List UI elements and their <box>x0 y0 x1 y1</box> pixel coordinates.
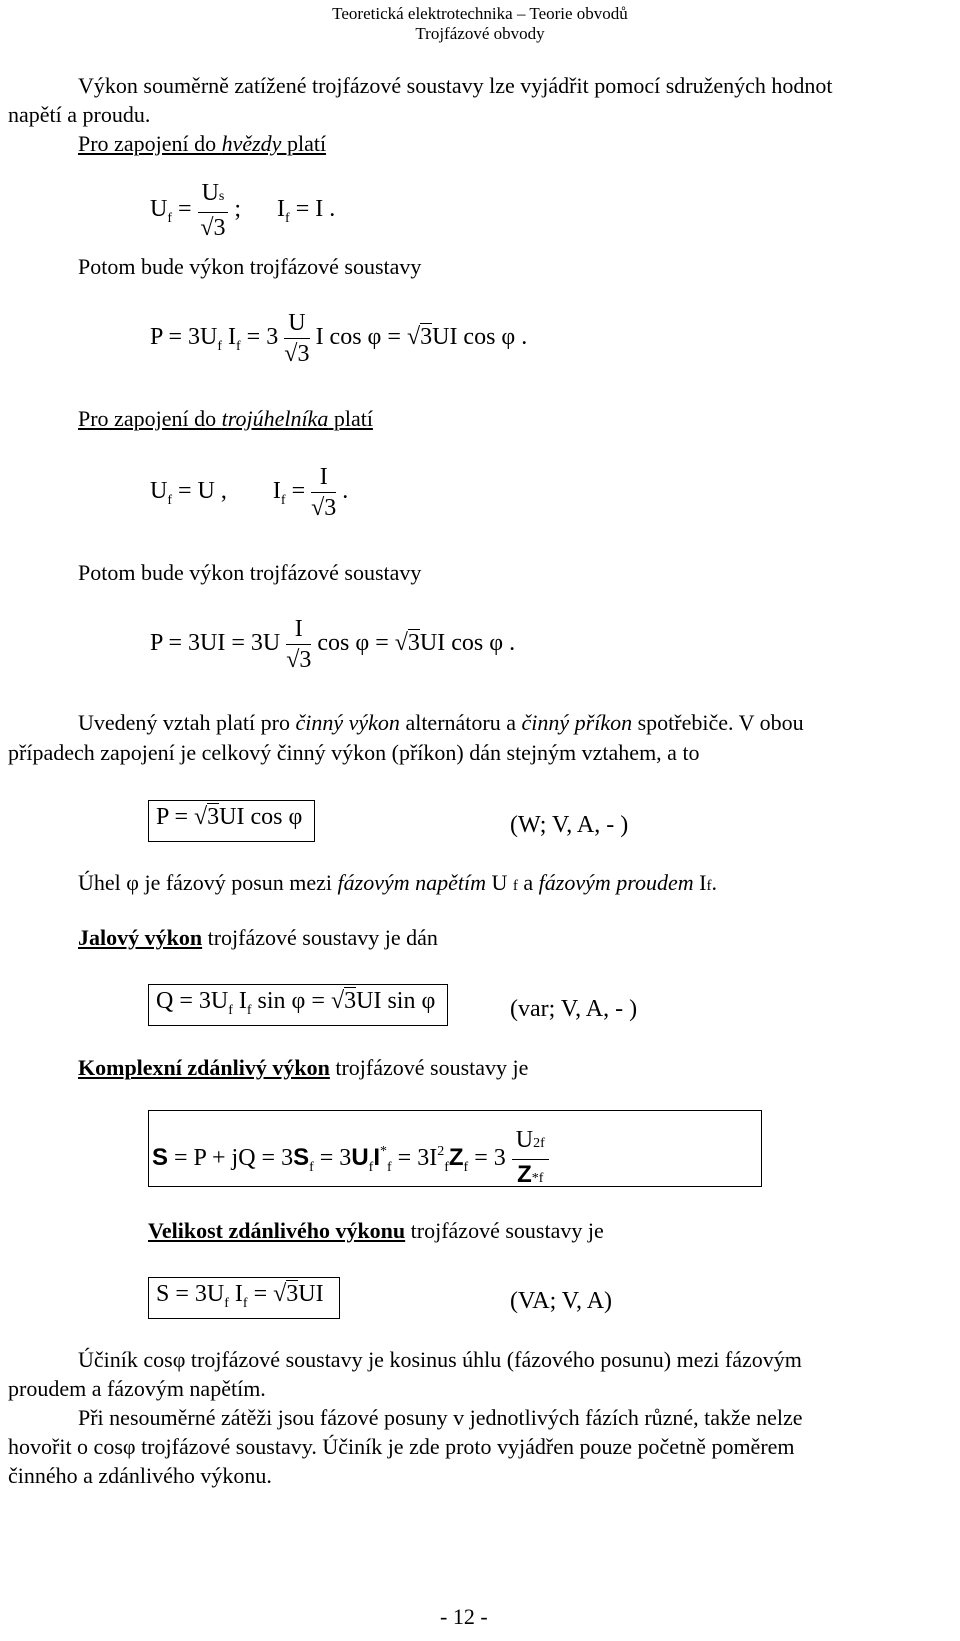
reactive-power-heading: Jalový výkon trojfázové soustavy je dán <box>78 925 438 950</box>
paragraph-line: Výkon souměrně zatížené trojfázové soustavy lze vyjádřit pomocí sdružených hodnot <box>78 73 833 98</box>
header-title: Teoretická elektrotechnika – Teorie obvodů <box>332 4 628 23</box>
paragraph-line: Potom bude výkon trojfázové soustavy <box>78 560 422 585</box>
paragraph-line: Uvedený vztah platí pro činný výkon alternátoru a činný příkon spotřebiče. V obou <box>78 710 804 735</box>
paragraph-line: proudem a fázovým napětím. <box>8 1376 266 1401</box>
equation-star: $U_f$ = $\frac{Us}{√3}$ ; $I_f = I$ . <box>150 180 336 241</box>
paragraph-line: činného a zdánlivého výkonu. <box>8 1463 272 1488</box>
units-apparent-power: (VA; V, A) <box>510 1288 613 1314</box>
paragraph-line: hovořit o cosφ trojfázové soustavy. Účiník je zde proto vyjádřen pouze početně poměrem <box>8 1434 795 1459</box>
equation-power-star: $P = 3U_f$ $I_f = 3$ $\frac{U}{√3}$ I cos φ = √3UI cos φ . <box>150 310 528 367</box>
equation-delta: $U_f = U$ , $I_f$ = $\frac{I}{√3}$ . <box>150 464 349 521</box>
complex-power-heading: Komplexní zdánlivý výkon trojfázové soustavy je <box>78 1055 529 1080</box>
delta-connection-heading: Pro zapojení do trojúhelníka platí <box>78 406 373 431</box>
formula-apparent-power: $S = 3U_f$ $I_f = √3UI$ <box>156 1281 324 1311</box>
units-reactive-power: (var; V, A, - ) <box>510 996 638 1022</box>
formula-reactive-power: $Q = 3U_f$ $I_f$ sin φ = √3UI sin φ <box>156 988 436 1018</box>
header-subtitle: Trojfázové obvody <box>415 24 545 43</box>
units-active-power: (W; V, A, - ) <box>510 812 629 838</box>
star-connection-heading: Pro zapojení do hvězdy platí <box>78 131 327 156</box>
paragraph-line: Účiník cosφ trojfázové soustavy je kosinus úhlu (fázového posunu) mezi fázovým <box>78 1347 802 1372</box>
page-number: - 12 - <box>440 1604 488 1629</box>
paragraph-line: napětí a proudu. <box>8 102 151 127</box>
formula-active-power: P = √3UI cos φ <box>156 804 303 830</box>
paragraph-line: Úhel φ je fázový posun mezi fázovým napětím U f a fázovým proudem If. <box>78 870 717 895</box>
paragraph-line: případech zapojení je celkový činný výkon (příkon) dán stejným vztahem, a to <box>8 740 700 765</box>
apparent-power-heading: Velikost zdánlivého výkonu trojfázové soustavy je <box>148 1218 604 1243</box>
formula-complex-power: S = P + jQ = $3S_f = 3U_fI^*_f = 3I^2_fZ_f = 3$ $\frac{U2f}{Z*f}$ <box>152 1125 549 1194</box>
paragraph-line: Při nesouměrné zátěži jsou fázové posuny v jednotlivých fázích různé, takže nelze <box>78 1405 803 1430</box>
equation-power-delta: P = 3UI = 3U $\frac{I}{√3}$ cos φ = √3UI cos φ . <box>150 616 516 673</box>
paragraph-line: Potom bude výkon trojfázové soustavy <box>78 254 422 279</box>
